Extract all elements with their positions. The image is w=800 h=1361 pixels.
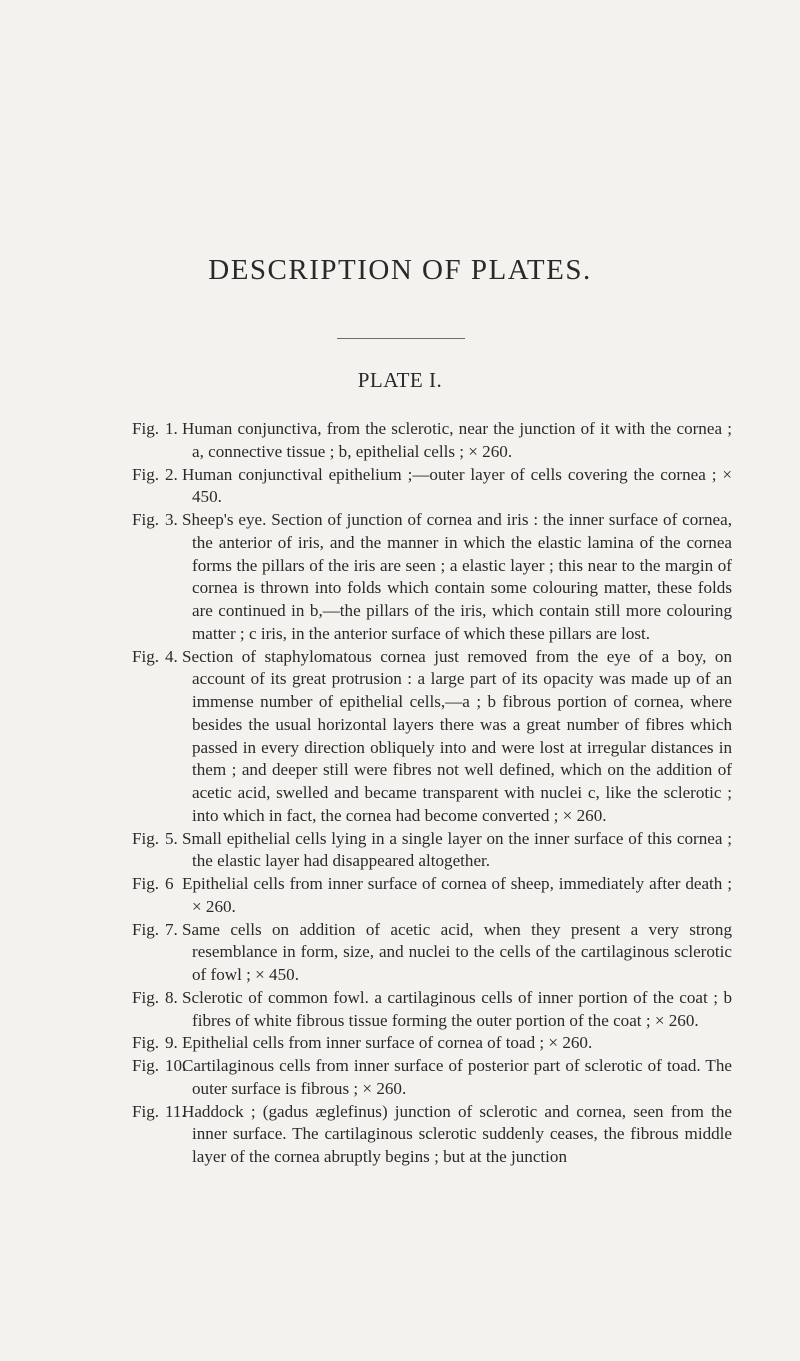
fig-description: Epithelial cells from inner surface of cornea of sheep, immediately after death ; × 260.: [182, 874, 732, 916]
fig-number: 3.: [165, 510, 178, 529]
fig-number: 5.: [165, 828, 178, 848]
figure-entry-2: [132, 464, 732, 510]
fig-number: 2.: [165, 464, 178, 484]
fig-description: Sclerotic of common fowl. a cartilaginous cells of inner portion of the coat ; b fibres of white fibrous tissue forming the outer portion of the coat ; × 260.: [182, 987, 732, 1030]
title-divider: [337, 338, 465, 339]
fig-label: Fig.: [132, 828, 160, 848]
fig-label: Fig.: [132, 1101, 160, 1121]
figure-entry-8: [132, 987, 732, 1033]
fig-description: Same cells on addition of acetic acid, when they present a very strong resemblance in form, size, and nuclei to the cells of the cartilaginous sclerotic of fowl ; × 450.: [182, 919, 732, 984]
fig-description: Epithelial cells from inner surface of cornea of toad ; × 260.: [182, 1033, 593, 1053]
page-title: DESCRIPTION OF PLATES.: [208, 254, 592, 286]
fig-number: 8.: [165, 987, 178, 1007]
fig-number: 9.: [165, 1033, 178, 1053]
figure-entry-4: [132, 646, 732, 828]
figure-entry-1: [132, 418, 732, 464]
fig-number: 1.: [165, 419, 178, 438]
fig-description: Small epithelial cells lying in a single layer on the inner surface of this cornea ; the elastic layer had disappeared altogether.: [182, 828, 732, 871]
fig-label: Fig.: [132, 646, 160, 666]
fig-label: Fig.: [132, 419, 160, 438]
figure-entry-5: [132, 828, 732, 874]
fig-description: Haddock ; (gadus æglefinus) junction of sclerotic and cornea, seen from the inner surface. The cartilaginous sclerotic suddenly ceases, the fibrous middle layer of the cornea abruptly begins ; but at the junction: [182, 1101, 732, 1166]
fig-description: Cartilaginous cells from inner surface of posterior part of sclerotic of toad. The outer surface is fibrous ; × 260.: [182, 1056, 732, 1098]
fig-number: 6: [165, 874, 174, 893]
fig-label: Fig.: [132, 510, 160, 529]
figure-entry-7: [132, 919, 732, 987]
fig-number: 4.: [165, 646, 178, 666]
figure-entry-9: [132, 1032, 732, 1055]
fig-number: 11.: [165, 1101, 186, 1121]
fig-label: Fig.: [132, 919, 160, 939]
fig-label: Fig.: [132, 987, 160, 1007]
fig-description: Human conjunctival epithelium ;—outer layer of cells covering the cornea ; × 450.: [182, 464, 732, 507]
figure-entry-11: [132, 1101, 732, 1169]
fig-number: 10.: [165, 1056, 187, 1075]
fig-description: Human conjunctiva, from the sclerotic, near the junction of it with the cornea ; a, connective tissue ; b, epithelial cells ; × 260.: [182, 419, 732, 461]
fig-description: Sheep's eye. Section of junction of cornea and iris : the inner surface of cornea, the anterior of iris, and the manner in which the elastic lamina of the cornea forms the pillars of the iris are seen ; a elastic layer ; this near to the margin of cornea is thrown into folds which contain some colouring matter, these folds are continued in b,—the pillars of the iris, which contain still more colouring matter ; c iris, in the anterior surface of which these pillars are lost.: [182, 510, 732, 643]
plate-heading: PLATE I.: [357, 368, 443, 392]
fig-label: Fig.: [132, 464, 160, 484]
figure-entry-10: [132, 1055, 732, 1101]
fig-label: Fig.: [132, 874, 160, 893]
figure-entry-6: [132, 873, 732, 919]
fig-label: Fig.: [132, 1033, 160, 1053]
figure-descriptions: [132, 418, 732, 1169]
fig-description: Section of staphylomatous cornea just removed from the eye of a boy, on account of its great protrusion : a large part of its opacity was made up of an immense number of epithelial cells,—a ; b fibrous portion of cornea, where besides the usual horizontal layers there was a great number of fibres which passed in every direction obliquely into and were lost at irregular distances in them ; and deeper still were fibres not well defined, which on the addition of acetic acid, swelled and became transparent with nuclei c, like the sclerotic ; into which in fact, the cornea had become converted ; × 260.: [182, 646, 732, 825]
fig-label: Fig.: [132, 1056, 160, 1075]
fig-number: 7.: [165, 919, 178, 939]
figure-entry-3: [132, 509, 732, 646]
